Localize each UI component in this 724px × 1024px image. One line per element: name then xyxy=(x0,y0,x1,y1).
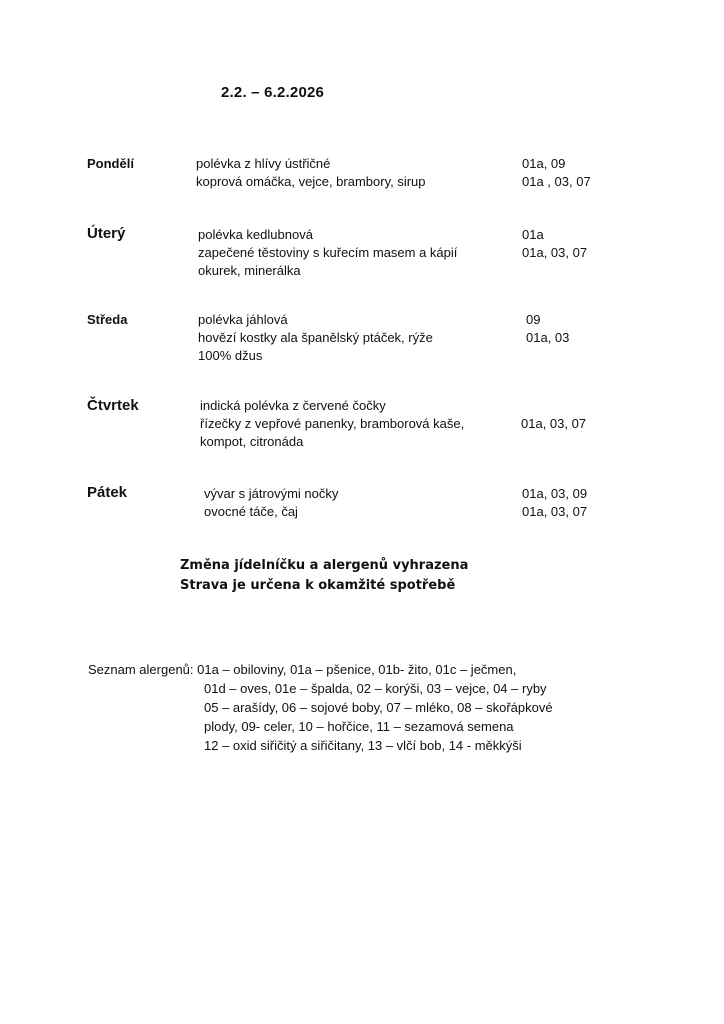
allergen-code: 01a, 03, 07 xyxy=(522,245,588,260)
meals-tuesday xyxy=(198,226,457,280)
meal-item: koprová omáčka, vejce, brambory, sirup xyxy=(196,174,426,189)
allergen-code: 01a, 09 xyxy=(522,156,566,171)
meal-item: řízečky z vepřové panenky, bramborová kaše, xyxy=(200,416,465,431)
allergen-list-line: 12 – oxid siřičitý a siřičitany, 13 – vlčí bob, 14 - měkkýši xyxy=(204,738,522,753)
day-label-monday: Pondělí xyxy=(87,156,134,171)
day-label-wednesday: Středa xyxy=(87,312,128,327)
meal-item: hovězí kostky ala španělský ptáček, rýže xyxy=(198,330,433,345)
allergen-codes-wednesday xyxy=(526,311,569,347)
allergen-code: 01a, 03 xyxy=(526,330,570,345)
allergen-codes-friday xyxy=(522,485,587,521)
allergen-code: 01a , 03, 07 xyxy=(522,174,591,189)
meals-wednesday xyxy=(198,311,433,365)
meal-item: indická polévka z červené čočky xyxy=(200,398,386,413)
allergen-list-line: 01a – obiloviny, 01a – pšenice, 01b- žito, 01c – ječmen, xyxy=(197,662,517,677)
meals-thursday xyxy=(200,397,464,451)
allergen-code: 01a, 03, 07 xyxy=(522,504,588,519)
allergen-code: 09 xyxy=(526,312,541,327)
day-label-thursday: Čtvrtek xyxy=(87,397,139,414)
allergen-list xyxy=(88,660,553,755)
meal-item: polévka kedlubnová xyxy=(198,227,313,242)
meal-item: kompot, citronáda xyxy=(200,434,304,449)
allergen-list-line: 01d – oves, 01e – špalda, 02 – korýši, 03 – vejce, 04 – ryby xyxy=(204,681,547,696)
allergen-list-label: Seznam alergenů: xyxy=(88,662,194,677)
day-label-tuesday: Úterý xyxy=(87,225,126,242)
allergen-code: 01a xyxy=(522,227,544,242)
allergen-code: 01a, 03, 09 xyxy=(522,486,588,501)
meals-friday xyxy=(204,485,338,521)
date-range-title: 2.2. – 6.2.2026 xyxy=(221,84,325,101)
notice-line-consumption: Strava je určena k okamžité spotřebě xyxy=(180,578,456,593)
meal-item: okurek, minerálka xyxy=(198,263,301,278)
allergen-list-line: plody, 09- celer, 10 – hořčice, 11 – sezamová semena xyxy=(204,719,514,734)
meal-item: polévka jáhlová xyxy=(198,312,288,327)
notice-block xyxy=(180,556,468,596)
allergen-codes-thursday xyxy=(521,415,586,433)
allergen-codes-tuesday xyxy=(522,226,587,262)
day-label-friday: Pátek xyxy=(87,484,128,501)
meals-monday xyxy=(196,155,426,191)
meal-item: vývar s játrovými nočky xyxy=(204,486,339,501)
allergen-list-line: 05 – arašídy, 06 – sojové boby, 07 – mléko, 08 – skořápkové xyxy=(204,700,553,715)
meal-item: 100% džus xyxy=(198,348,263,363)
allergen-code: 01a, 03, 07 xyxy=(521,416,587,431)
notice-line-changes: Změna jídelníčku a alergenů vyhrazena xyxy=(180,558,469,573)
allergen-list-first-line xyxy=(88,660,553,679)
meal-item: ovocné táče, čaj xyxy=(204,504,298,519)
meal-item: polévka z hlívy ústřičné xyxy=(196,156,331,171)
allergen-codes-monday xyxy=(522,155,591,191)
meal-item: zapečené těstoviny s kuřecím masem a kápií xyxy=(198,245,458,260)
